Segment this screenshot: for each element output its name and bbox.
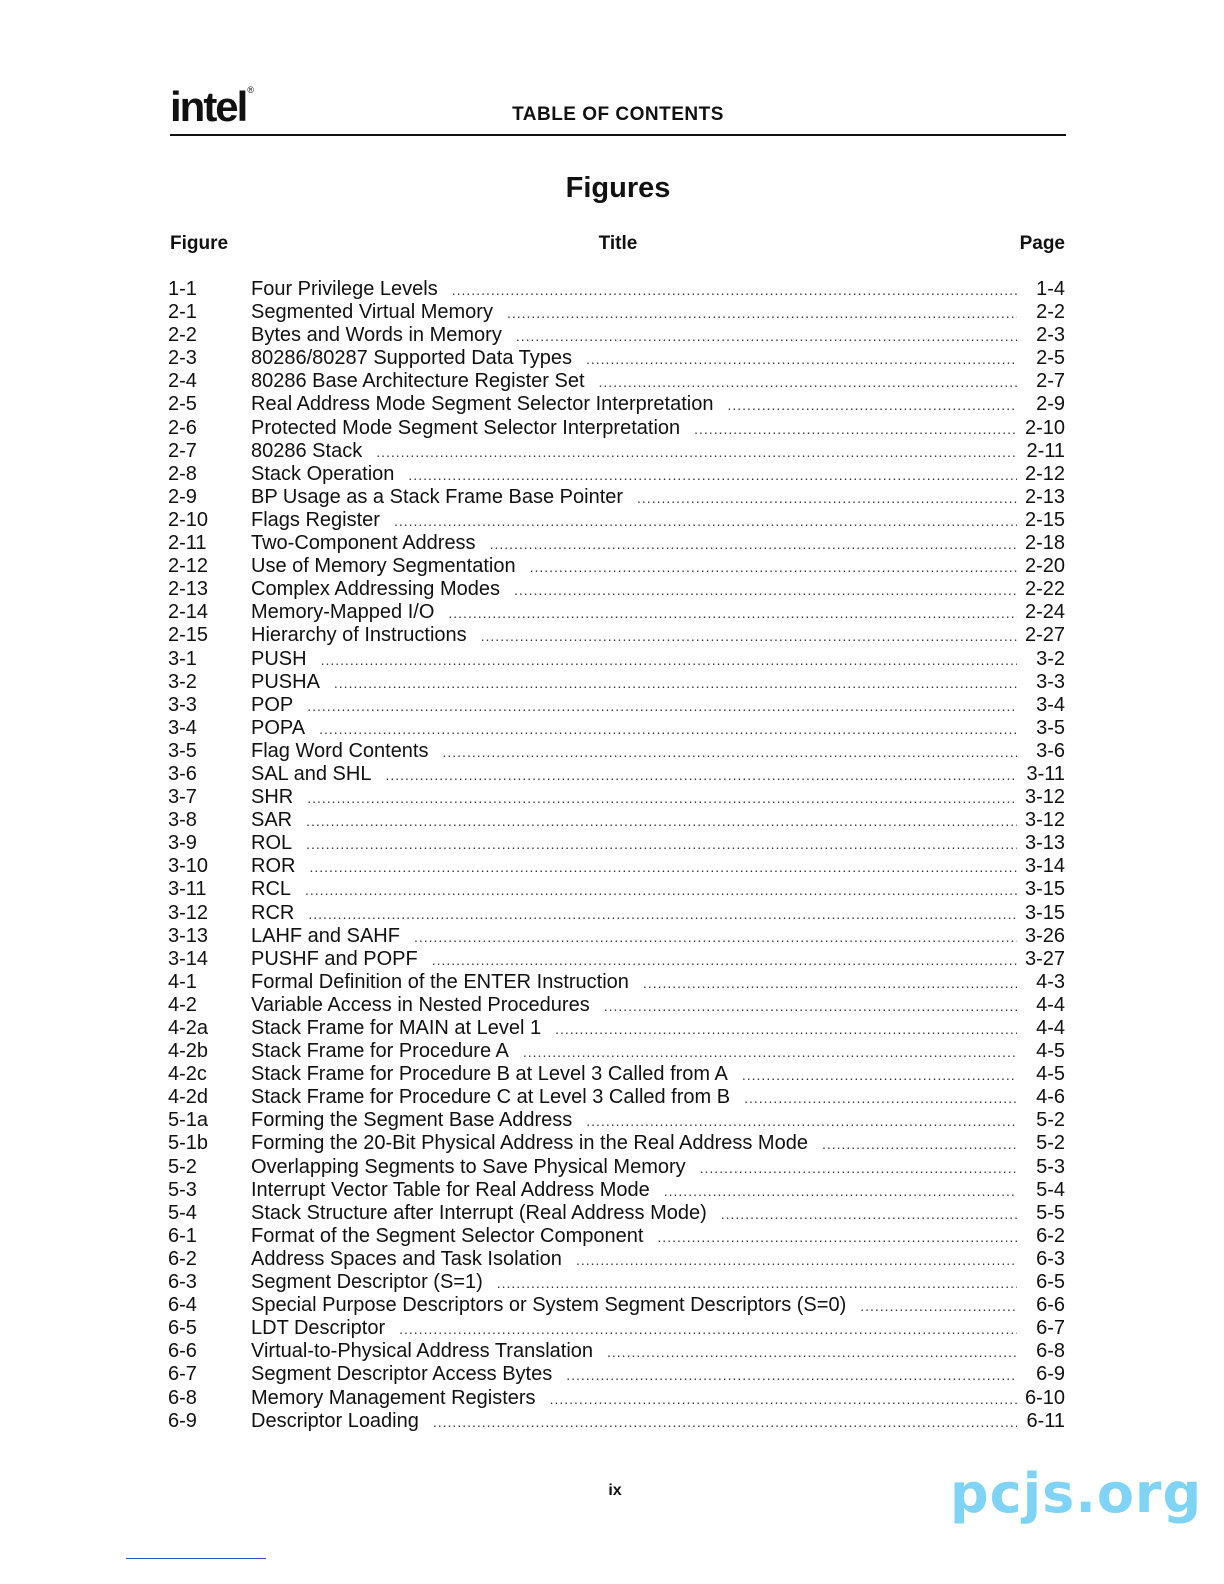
dot-leader: [514, 579, 1017, 602]
figure-title: Flags Register: [251, 508, 380, 531]
toc-entry[interactable]: [168, 1294, 1065, 1317]
toc-entry[interactable]: [168, 347, 1065, 370]
dot-leader: [637, 487, 1017, 510]
toc-entry[interactable]: [168, 555, 1065, 578]
dot-leader: [607, 1341, 1017, 1364]
figure-number: 2-6: [168, 416, 197, 439]
figure-title: Descriptor Loading: [251, 1409, 419, 1432]
figure-number: 3-4: [168, 716, 197, 739]
figure-number: 3-14: [168, 947, 209, 970]
toc-entry[interactable]: [168, 301, 1065, 324]
toc-entry[interactable]: [168, 971, 1065, 994]
dot-leader: [399, 1318, 1017, 1341]
page-reference: 2-22: [1024, 578, 1065, 601]
dot-leader: [307, 787, 1017, 810]
figure-number: 6-9: [168, 1409, 197, 1432]
page-reference: 3-26: [1024, 924, 1065, 947]
page-reference: 6-10: [1024, 1386, 1065, 1409]
toc-entry[interactable]: [168, 1179, 1065, 1202]
figure-number: 4-1: [168, 970, 197, 993]
toc-entry[interactable]: [168, 902, 1065, 925]
header-title: TABLE OF CONTENTS: [512, 104, 724, 125]
figure-number: 3-11: [168, 878, 207, 901]
figure-title: LDT Descriptor: [251, 1317, 386, 1340]
page-reference: 6-7: [1036, 1317, 1065, 1340]
toc-entry[interactable]: [168, 925, 1065, 948]
figure-number: 3-9: [168, 832, 197, 855]
figure-title: BP Usage as a Stack Frame Base Pointer: [251, 485, 624, 508]
figure-title: Stack Frame for Procedure A: [251, 1040, 509, 1063]
page-reference: 3-15: [1024, 878, 1065, 901]
figure-number: 2-14: [168, 601, 209, 624]
figure-title: 80286 Stack: [251, 439, 363, 462]
dot-leader: [576, 1249, 1017, 1272]
figure-title: Memory Management Registers: [251, 1386, 536, 1409]
dot-leader: [433, 1411, 1017, 1434]
page-reference: 3-27: [1024, 947, 1065, 970]
figure-number: 2-4: [168, 370, 197, 393]
page-reference: 2-18: [1024, 532, 1065, 555]
page-reference: 4-3: [1036, 970, 1065, 993]
figure-title: SAL and SHL: [251, 762, 372, 785]
figure-number: 2-13: [168, 578, 209, 601]
toc-entry[interactable]: [168, 809, 1065, 832]
figure-title: Address Spaces and Task Isolation: [251, 1247, 562, 1270]
toc-entry[interactable]: [168, 1271, 1065, 1294]
dot-leader: [586, 1110, 1017, 1133]
page-reference: 3-13: [1024, 832, 1065, 855]
toc-entry[interactable]: [168, 832, 1065, 855]
dot-leader: [586, 348, 1017, 371]
figure-number: 5-1a: [168, 1109, 209, 1132]
dot-leader: [385, 764, 1017, 787]
figure-number: 2-11: [168, 532, 207, 555]
page-reference: 5-2: [1036, 1132, 1065, 1155]
dot-leader: [550, 1388, 1017, 1411]
toc-entry[interactable]: [168, 1248, 1065, 1271]
figure-number: 2-3: [168, 347, 197, 370]
page-reference: 5-3: [1036, 1155, 1065, 1178]
figure-number: 2-5: [168, 393, 197, 416]
dot-leader: [408, 464, 1017, 487]
figure-number: 3-12: [168, 901, 209, 924]
toc-entry[interactable]: [168, 1225, 1065, 1248]
figure-number: 3-2: [168, 670, 197, 693]
page-reference: 6-11: [1026, 1409, 1065, 1432]
figure-title: Segmented Virtual Memory: [251, 301, 493, 324]
dot-leader: [742, 1064, 1017, 1087]
figure-number: 3-7: [168, 786, 197, 809]
toc-entry[interactable]: [168, 578, 1065, 601]
page-reference: 4-6: [1036, 1086, 1065, 1109]
toc-entry[interactable]: [168, 671, 1065, 694]
dot-leader: [507, 302, 1017, 325]
figure-number: 4-2d: [168, 1086, 209, 1109]
figure-number: 2-10: [168, 508, 209, 531]
figure-title: PUSHA: [251, 670, 320, 693]
figure-number: 4-2: [168, 993, 197, 1016]
page-reference: 3-14: [1024, 855, 1065, 878]
figure-title: Format of the Segment Selector Component: [251, 1224, 644, 1247]
figure-number: 5-3: [168, 1178, 197, 1201]
figure-number: 2-7: [168, 439, 197, 462]
page-reference: 2-20: [1024, 555, 1065, 578]
dot-leader: [516, 325, 1017, 348]
dot-leader: [376, 441, 1017, 464]
toc-entry[interactable]: [168, 1156, 1065, 1179]
dot-leader: [306, 810, 1017, 833]
page-reference: 1-4: [1036, 278, 1065, 300]
figure-title: RCR: [251, 901, 295, 924]
figure-title: Forming the 20-Bit Physical Address in the Real Address Mode: [251, 1132, 808, 1155]
figure-title: Two-Component Address: [251, 532, 476, 555]
column-header-figure: Figure: [170, 233, 229, 254]
toc-entry[interactable]: [168, 1109, 1065, 1132]
toc-entry[interactable]: [168, 601, 1065, 624]
section-title: Figures: [565, 172, 671, 204]
figure-number: 1-1: [168, 278, 197, 300]
figure-title: Protected Mode Segment Selector Interpretation: [251, 416, 681, 439]
figure-number: 2-2: [168, 324, 197, 347]
page-reference: 2-27: [1024, 624, 1065, 647]
toc-entry[interactable]: [168, 509, 1065, 532]
figure-title: Flag Word Contents: [251, 739, 429, 762]
dot-leader: [822, 1133, 1017, 1156]
page-number: ix: [608, 1482, 622, 1499]
toc-entry[interactable]: [168, 763, 1065, 786]
dot-leader: [860, 1295, 1017, 1318]
column-header-title: Title: [598, 233, 638, 254]
dot-leader: [643, 972, 1017, 995]
toc-entry[interactable]: [168, 1017, 1065, 1040]
page-reference: 6-5: [1036, 1271, 1065, 1294]
figure-number: 6-2: [168, 1247, 197, 1270]
figure-number: 2-9: [168, 485, 197, 508]
figure-number: 2-12: [168, 555, 209, 578]
page-reference: 3-15: [1024, 901, 1065, 924]
dot-leader: [694, 418, 1017, 441]
page-reference: 3-12: [1024, 786, 1065, 809]
figure-number: 6-4: [168, 1294, 197, 1317]
registered-mark: ®: [247, 85, 252, 95]
figure-title: 80286 Base Architecture Register Set: [251, 370, 585, 393]
figure-title: Stack Frame for MAIN at Level 1: [251, 1017, 542, 1039]
column-header-page: Page: [1019, 233, 1065, 254]
dot-leader: [727, 394, 1017, 417]
figure-number: 3-3: [168, 693, 197, 716]
page-reference: 2-5: [1036, 347, 1065, 370]
page-reference: 6-3: [1036, 1247, 1065, 1270]
figure-title: Segment Descriptor (S=1): [251, 1271, 483, 1294]
dot-leader: [657, 1226, 1017, 1249]
toc-entry[interactable]: [168, 1410, 1065, 1433]
dot-leader: [497, 1272, 1017, 1295]
dot-leader: [700, 1157, 1017, 1180]
page-reference: 4-5: [1036, 1063, 1065, 1086]
page-reference: 2-10: [1024, 416, 1065, 439]
dot-leader: [530, 556, 1017, 579]
page-reference: 2-24: [1024, 601, 1065, 624]
page-reference: 4-4: [1036, 1017, 1065, 1039]
toc-entry[interactable]: [168, 648, 1065, 671]
figure-title: Memory-Mapped I/O: [251, 601, 435, 624]
page-reference: 2-2: [1036, 301, 1065, 324]
page-reference: 6-6: [1036, 1294, 1065, 1317]
dot-leader: [566, 1364, 1017, 1387]
toc-entry[interactable]: [168, 1040, 1065, 1063]
figure-title: LAHF and SAHF: [251, 924, 400, 947]
figure-number: 5-1b: [168, 1132, 209, 1155]
toc-entry[interactable]: [168, 278, 1065, 301]
figure-title: PUSH: [251, 647, 307, 670]
figure-number: 4-2a: [168, 1017, 209, 1039]
dot-leader: [308, 903, 1017, 926]
toc-entry[interactable]: [168, 878, 1065, 901]
figure-title: SAR: [251, 809, 293, 832]
page-reference: 3-5: [1036, 716, 1065, 739]
figure-title: Use of Memory Segmentation: [251, 555, 516, 578]
figure-number: 6-7: [168, 1363, 197, 1386]
figure-title: Forming the Segment Base Address: [251, 1109, 573, 1132]
figure-title: Formal Definition of the ENTER Instruction: [251, 970, 629, 993]
toc-entry[interactable]: [168, 1086, 1065, 1109]
page-reference: 5-4: [1036, 1178, 1065, 1201]
header-rule: [170, 134, 1066, 136]
figure-number: 3-1: [168, 647, 197, 670]
page-reference: 6-9: [1036, 1363, 1065, 1386]
page-reference: 2-12: [1024, 462, 1065, 485]
figure-title: Virtual-to-Physical Address Translation: [251, 1340, 594, 1363]
figure-title: Stack Operation: [251, 462, 395, 485]
figure-number: 6-3: [168, 1271, 197, 1294]
page-reference: 2-15: [1024, 508, 1065, 531]
figure-number: 4-2b: [168, 1040, 209, 1063]
page-reference: 6-2: [1036, 1224, 1065, 1247]
link-underline: [126, 1558, 266, 1559]
page-reference: 5-2: [1036, 1109, 1065, 1132]
page-reference: 3-4: [1036, 693, 1065, 716]
figure-number: 6-6: [168, 1340, 197, 1363]
toc-entry[interactable]: [168, 1387, 1065, 1410]
page-reference: 3-12: [1024, 809, 1065, 832]
toc-entry[interactable]: [168, 393, 1065, 416]
figure-number: 2-8: [168, 462, 197, 485]
dot-leader: [599, 371, 1017, 394]
dot-leader: [394, 510, 1017, 533]
figure-title: Stack Structure after Interrupt (Real Address Mode): [251, 1201, 707, 1224]
figure-title: 80286/80287 Supported Data Types: [251, 347, 572, 370]
page-reference: 2-3: [1036, 324, 1065, 347]
dot-leader: [321, 649, 1017, 672]
figure-title: ROR: [251, 855, 296, 878]
figure-number: 6-8: [168, 1386, 197, 1409]
figure-number: 5-2: [168, 1155, 197, 1178]
toc-entry[interactable]: [168, 786, 1065, 809]
page-reference: 3-2: [1036, 647, 1065, 670]
dot-leader: [721, 1203, 1017, 1226]
toc-entry[interactable]: [168, 1132, 1065, 1155]
page-reference: 6-8: [1036, 1340, 1065, 1363]
figure-title: Overlapping Segments to Save Physical Memory: [251, 1155, 686, 1178]
toc-entry[interactable]: [168, 370, 1065, 393]
figure-title: POP: [251, 693, 294, 716]
figure-number: 3-6: [168, 762, 197, 785]
figure-number: 3-13: [168, 924, 209, 947]
page-reference: 3-6: [1036, 739, 1065, 762]
figure-title: RCL: [251, 878, 292, 901]
figure-number: 2-1: [168, 301, 197, 324]
page-reference: 2-11: [1026, 439, 1065, 462]
figure-number: 3-10: [168, 855, 209, 878]
dot-leader: [319, 718, 1017, 741]
figure-title: Stack Frame for Procedure B at Level 3 Called from A: [251, 1063, 728, 1086]
dot-leader: [414, 926, 1017, 949]
page-reference: 5-5: [1036, 1201, 1065, 1224]
dot-leader: [448, 602, 1017, 625]
toc-entry[interactable]: [168, 694, 1065, 717]
page-reference: 4-5: [1036, 1040, 1065, 1063]
dot-leader: [443, 741, 1018, 764]
intel-logo-text: intel: [170, 83, 247, 130]
page-reference: 4-4: [1036, 993, 1065, 1016]
toc-entry[interactable]: [168, 532, 1065, 555]
pcjs-watermark[interactable]: pcjs.org: [950, 1462, 1203, 1525]
dot-leader: [306, 833, 1017, 856]
dot-leader: [604, 995, 1017, 1018]
figure-title: Interrupt Vector Table for Real Address Mode: [251, 1178, 650, 1201]
figure-list: [168, 278, 1065, 1433]
toc-entry[interactable]: [168, 994, 1065, 1017]
toc-entry[interactable]: [168, 1363, 1065, 1386]
figure-title: POPA: [251, 716, 306, 739]
figure-number: 5-4: [168, 1201, 197, 1224]
toc-entry[interactable]: [168, 1340, 1065, 1363]
toc-entry[interactable]: [168, 624, 1065, 647]
toc-entry[interactable]: [168, 1202, 1065, 1225]
figure-title: Special Purpose Descriptors or System Segment Descriptors (S=0): [251, 1294, 847, 1317]
figure-number: 3-5: [168, 739, 197, 762]
dot-leader: [334, 672, 1017, 695]
dot-leader: [744, 1087, 1017, 1110]
figure-title: Real Address Mode Segment Selector Interpretation: [251, 393, 714, 416]
toc-entry[interactable]: [168, 717, 1065, 740]
figure-number: 6-5: [168, 1317, 197, 1340]
toc-entry[interactable]: [168, 324, 1065, 347]
page-reference: 2-9: [1036, 393, 1065, 416]
figure-number: 3-8: [168, 809, 197, 832]
page-reference: 3-3: [1036, 670, 1065, 693]
page-reference: 2-7: [1036, 370, 1065, 393]
dot-leader: [523, 1041, 1017, 1064]
figure-title: Segment Descriptor Access Bytes: [251, 1363, 553, 1386]
toc-entry[interactable]: [168, 1317, 1065, 1340]
figure-title: Variable Access in Nested Procedures: [251, 993, 590, 1016]
toc-entry[interactable]: [168, 440, 1065, 463]
toc-entry[interactable]: [168, 855, 1065, 878]
figure-title: SHR: [251, 786, 294, 809]
figure-title: Four Privilege Levels: [251, 278, 438, 300]
figure-title: ROL: [251, 832, 293, 855]
figure-title: Stack Frame for Procedure C at Level 3 Called from B: [251, 1086, 731, 1109]
figure-title: PUSHF and POPF: [251, 947, 418, 970]
toc-entry[interactable]: [168, 486, 1065, 509]
dot-leader: [307, 695, 1017, 718]
figure-number: 4-2c: [168, 1063, 207, 1086]
toc-entry[interactable]: [168, 417, 1065, 440]
dot-leader: [452, 279, 1017, 302]
figure-title: Hierarchy of Instructions: [251, 624, 467, 647]
dot-leader: [490, 533, 1017, 556]
figure-title: Bytes and Words in Memory: [251, 324, 502, 347]
toc-entry[interactable]: [168, 1063, 1065, 1086]
toc-entry[interactable]: [168, 740, 1065, 763]
dot-leader: [555, 1018, 1017, 1041]
dot-leader: [305, 879, 1017, 902]
page-reference: 2-13: [1024, 485, 1065, 508]
figure-title: Complex Addressing Modes: [251, 578, 501, 601]
dot-leader: [309, 856, 1017, 879]
dot-leader: [481, 625, 1017, 648]
figure-number: 2-15: [168, 624, 209, 647]
toc-entry[interactable]: [168, 948, 1065, 971]
figure-number: 6-1: [168, 1224, 197, 1247]
dot-leader: [664, 1180, 1017, 1203]
toc-entry[interactable]: [168, 463, 1065, 486]
dot-leader: [432, 949, 1017, 972]
page-reference: 3-11: [1026, 762, 1065, 785]
